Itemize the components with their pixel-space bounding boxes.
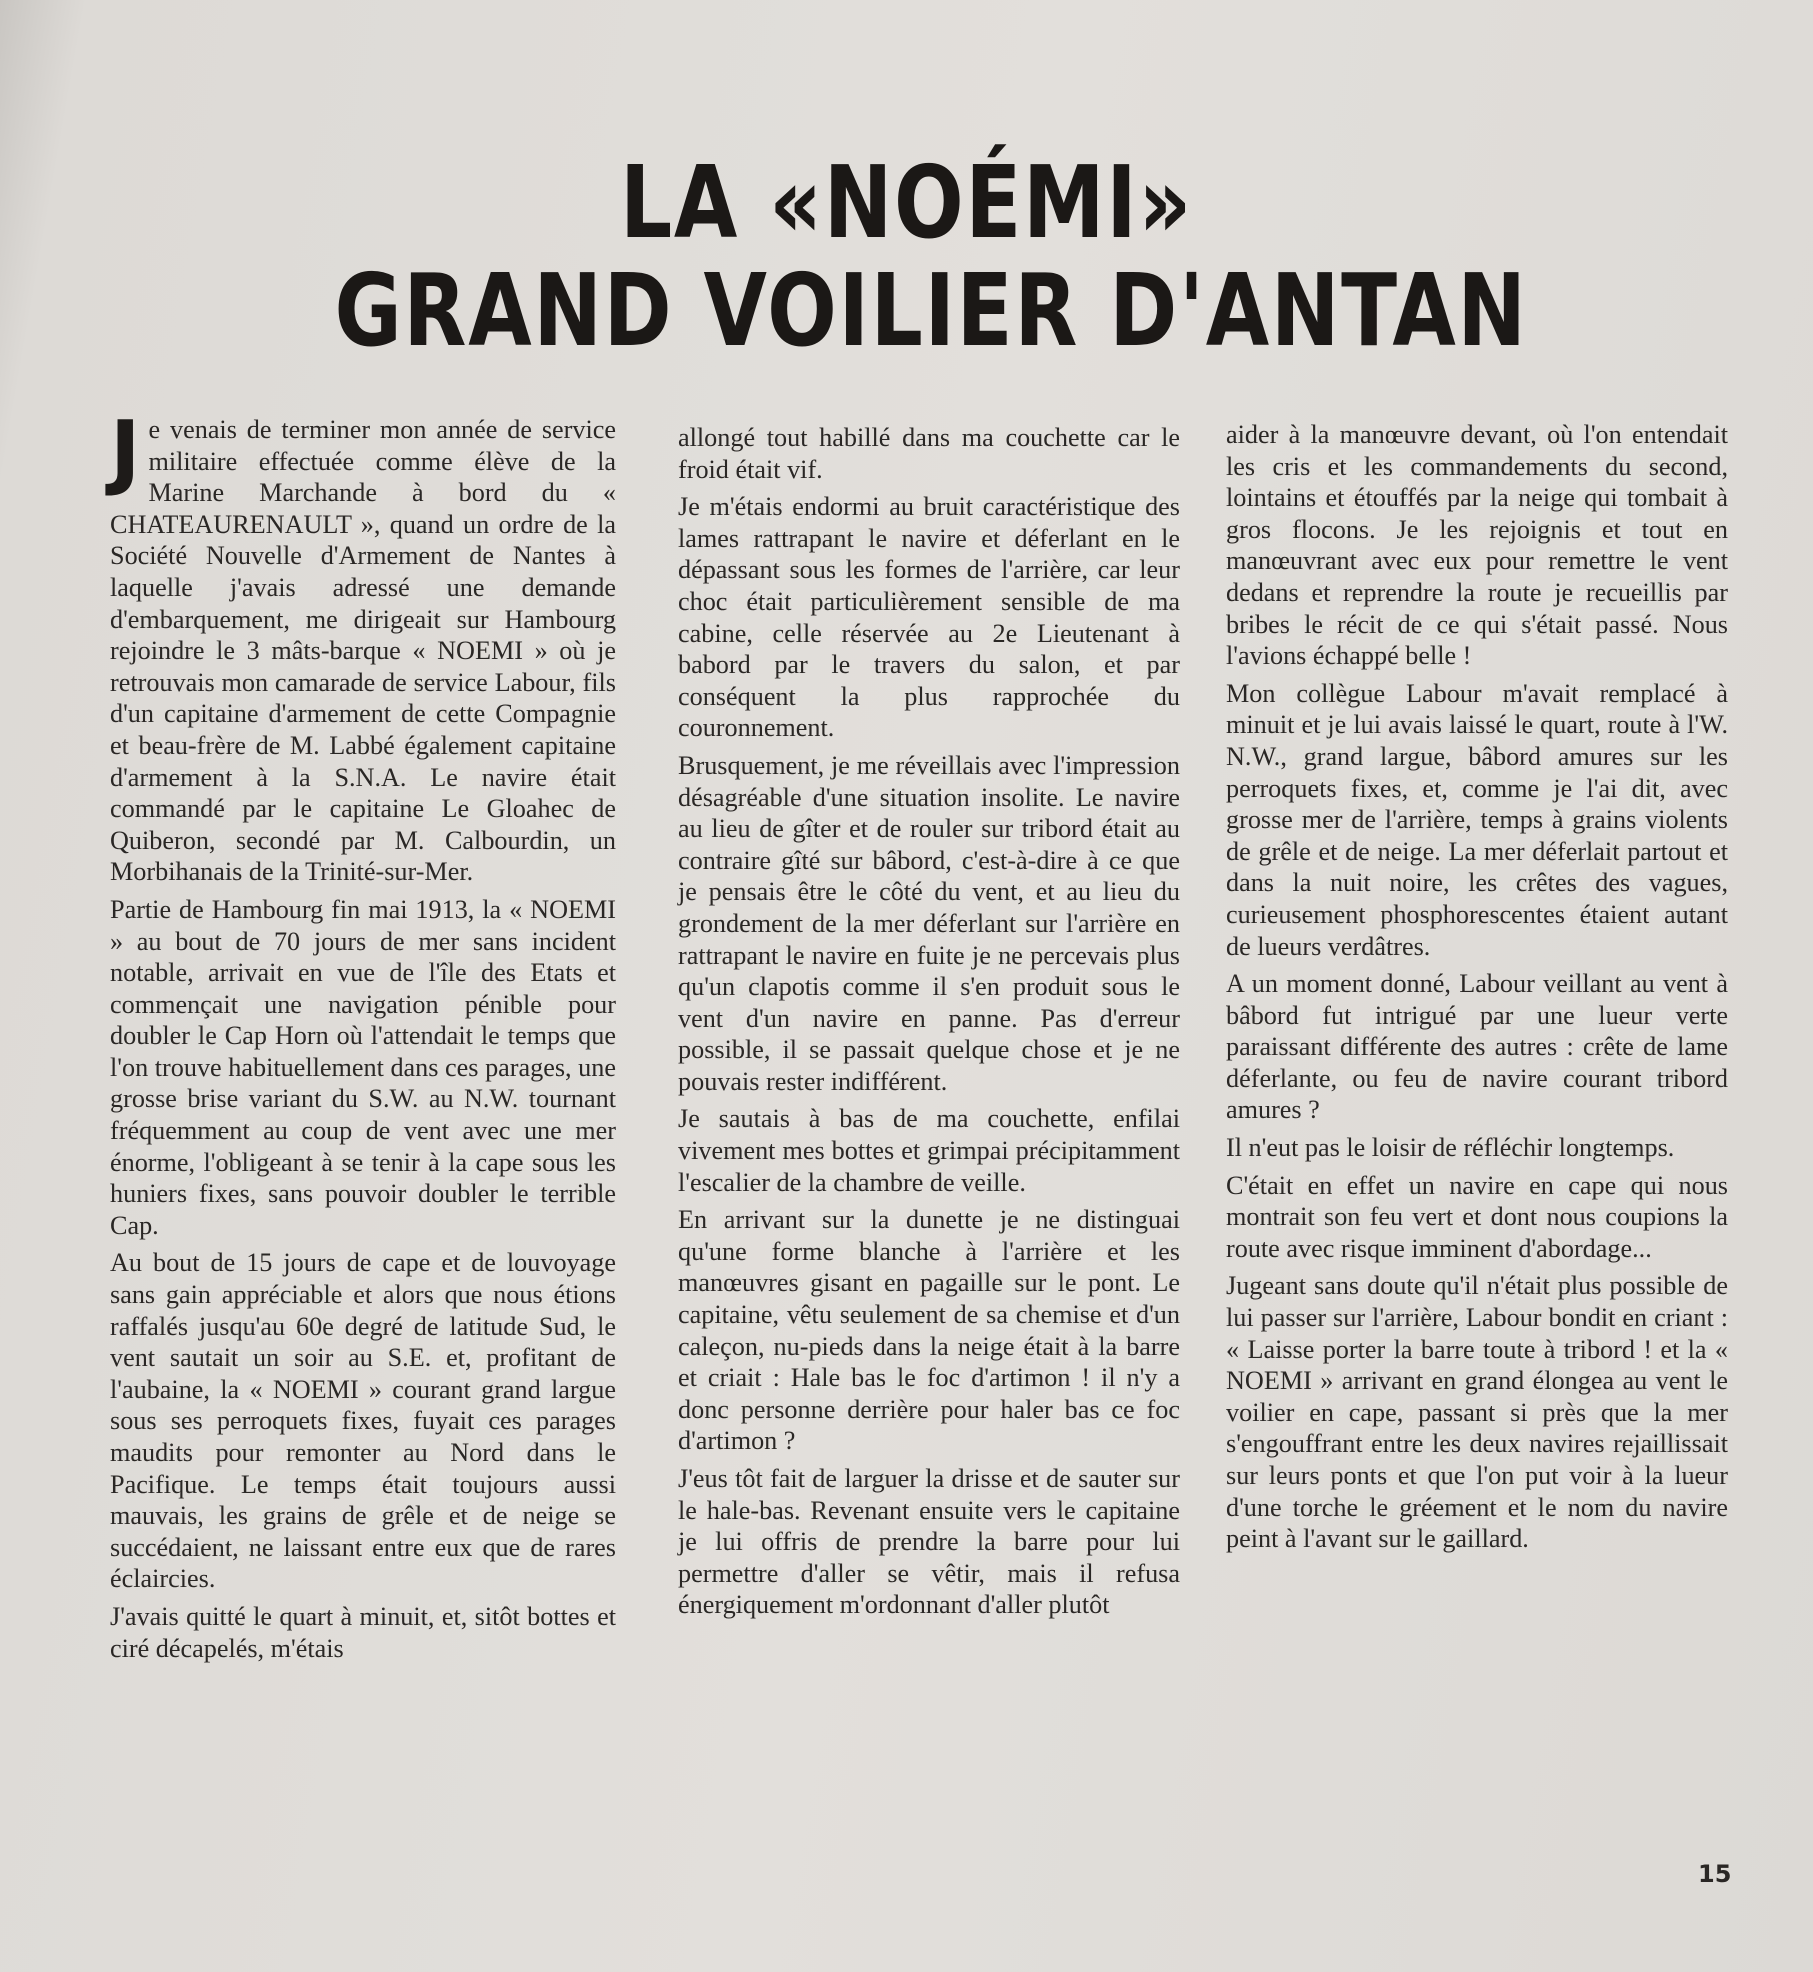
paragraph-text: e venais de terminer mon année de service militaire effectuée comme élève de la Marine Marchande à bord du « CHATEAURENAULT », quand un ordre de la Société Nouvelle d'Armement de Nantes à laquelle j'avais adressé une demande d'embarquement, me dirigeait sur Hambourg rejoindre le 3 mâts-barque « NOEMI » où je retrouvais mon camarade de service Labour, fils d'un capitaine d'armement de cette Compagnie et beau-frère de M. Labbé également capitaine d'armement à la S.N.A. Le navire était commandé par le capitaine Le Gloahec de Quiberon, secondé par M. Calbourdin, un Morbihanais de la Trinité-sur-Mer. [110,415,616,887]
paragraph: Il n'eut pas le loisir de réfléchir longtemps. [1226,1133,1675,1163]
paragraph: A un moment donné, Labour veillant au vent à bâbord fut intrigué par une lueur verte paraissant différente des autres : crête de lame déferlante, ou feu de navire courant tribord amures ? [1226,969,1728,1125]
paragraph: Je sautais à bas de ma couchette, enfilai vivement mes bottes et grimpai précipitamment l'escalier de la chambre de veille. [678,1104,1180,1197]
title-line-1: LA «NOÉMI» [619,144,1194,262]
page-number: 15 [1698,1860,1732,1888]
paragraph: aider à la manœuvre devant, où l'on entendait les cris et les commandements du second, lointains et étouffés par la neige qui tombait à gros flocons. Je les rejoignis et tout en manœuvrant avec eux pour remettre le vent dedans et reprendre la route je recueillis par bribes le récit de ce qui s'était passé. Nous l'avions échappé belle ! [1226,420,1728,671]
text-column-2 [678,422,1180,1627]
paragraph: Jugeant sans doute qu'il n'était plus possible de lui passer sur l'arrière, Labour bondit en criant : « Laisse porter la barre toute à tribord ! et la « NOEMI » arrivant en grand élongea au vent le voilier en cape, passant si près que la mer s'engouffrant entre les deux navires rejaillissait sur leurs ponts et que l'on put voir à la lueur d'une torche le gréement et le nom du navire peint à l'avant sur le gaillard. [1226,1271,1728,1554]
article-title [163,144,1650,370]
paragraph: allongé tout habillé dans ma couchette car le froid était vif. [678,423,1180,484]
paragraph: Au bout de 15 jours de cape et de louvoyage sans gain appréciable et alors que nous étions raffalés jusqu'au 60e degré de latitude Sud, le vent sautait un soir au S.E. et, profitant de l'aubaine, la « NOEMI » courant grand largue sous ses perroquets fixes, fuyait ces parages maudits pour remonter au Nord dans le Pacifique. Le temps était toujours aussi mauvais, les grains de grêle et de neige se succédaient, ne laissant entre eux que de rares éclaircies. [110,1248,616,1594]
paragraph: Je m'étais endormi au bruit caractéristique des lames rattrapant le navire et déferlant en le dépassant sous les formes de l'arrière, car leur choc était particulièrement sensible de ma cabine, celle réservée au 2e Lieutenant à babord par le travers du salon, et par conséquent la plus rapprochée du couronnement. [678,492,1180,743]
paragraph: J'eus tôt fait de larguer la drisse et de sauter sur le hale-bas. Revenant ensuite vers le capitaine je lui offris de prendre la barre pour lui permettre d'aller se vêtir, mais il refusa énergiquement m'ordonnant d'aller plutôt [678,1464,1180,1620]
paragraph: Brusquement, je me réveillais avec l'impression désagréable d'une situation insolite. Le navire au lieu de gîter et de rouler sur tribord était au contraire gîté sur bâbord, c'est-à-dire à ce que je pensais être le côté du vent, et au lieu du grondement de la mer déferlant sur l'arrière en rattrapant le navire en fuite je ne percevais plus qu'un clapotis comme il s'en produit sous le vent d'un navire en panne. Pas d'erreur possible, il se passait quelque chose et je ne pouvais rester indifférent. [678,750,1180,1096]
title-line-2: GRAND VOILIER D'ANTAN [334,252,1528,370]
text-column-1 [110,404,616,1670]
paragraph: En arrivant sur la dunette je ne distinguai qu'une forme blanche à l'arrière et les manœuvres gisant en pagaille sur le pont. Le capitaine, vêtu seulement de sa chemise et d'un caleçon, nu-pieds dans la neige était à la barre et criait : Hale bas le foc d'artimon ! il n'y a donc personne derrière pour haler bas ce foc d'artimon ? [678,1205,1180,1456]
paragraph [110,404,616,888]
paragraph: Partie de Hambourg fin mai 1913, la « NOEMI » au bout de 70 jours de mer sans incident notable, arrivait en vue de l'île des Etats et commençait une navigation pénible pour doubler le Cap Horn où l'attendait le temps que l'on trouve habituellement dans ces parages, une grosse brise variant du S.W. au N.W. tournant fréquemment au coup de vent avec une mer énorme, l'obligeant à se tenir à la cape sous les huniers fixes, sans pouvoir doubler le terrible Cap. [110,894,616,1240]
text-column-3 [1226,419,1728,1561]
paragraph: C'était en effet un navire en cape qui nous montrait son feu vert et dont nous coupions la route avec risque imminent d'abordage... [1226,1170,1728,1263]
drop-cap: J [110,404,141,499]
paragraph: J'avais quitté le quart à minuit, et, sitôt bottes et ciré décapelés, m'étais [110,1601,616,1663]
paragraph: Mon collègue Labour m'avait remplacé à minuit et je lui avais laissé le quart, route à l'W. N.W., grand largue, bâbord amures sur les perroquets fixes, et, comme je l'ai dit, avec grosse mer de l'arrière, temps à grains violents de grêle et de neige. La mer déferlait partout et dans la nuit noire, les crêtes des vagues, curieusement phosphorescentes étaient autant de lueurs verdâtres. [1226,678,1728,961]
